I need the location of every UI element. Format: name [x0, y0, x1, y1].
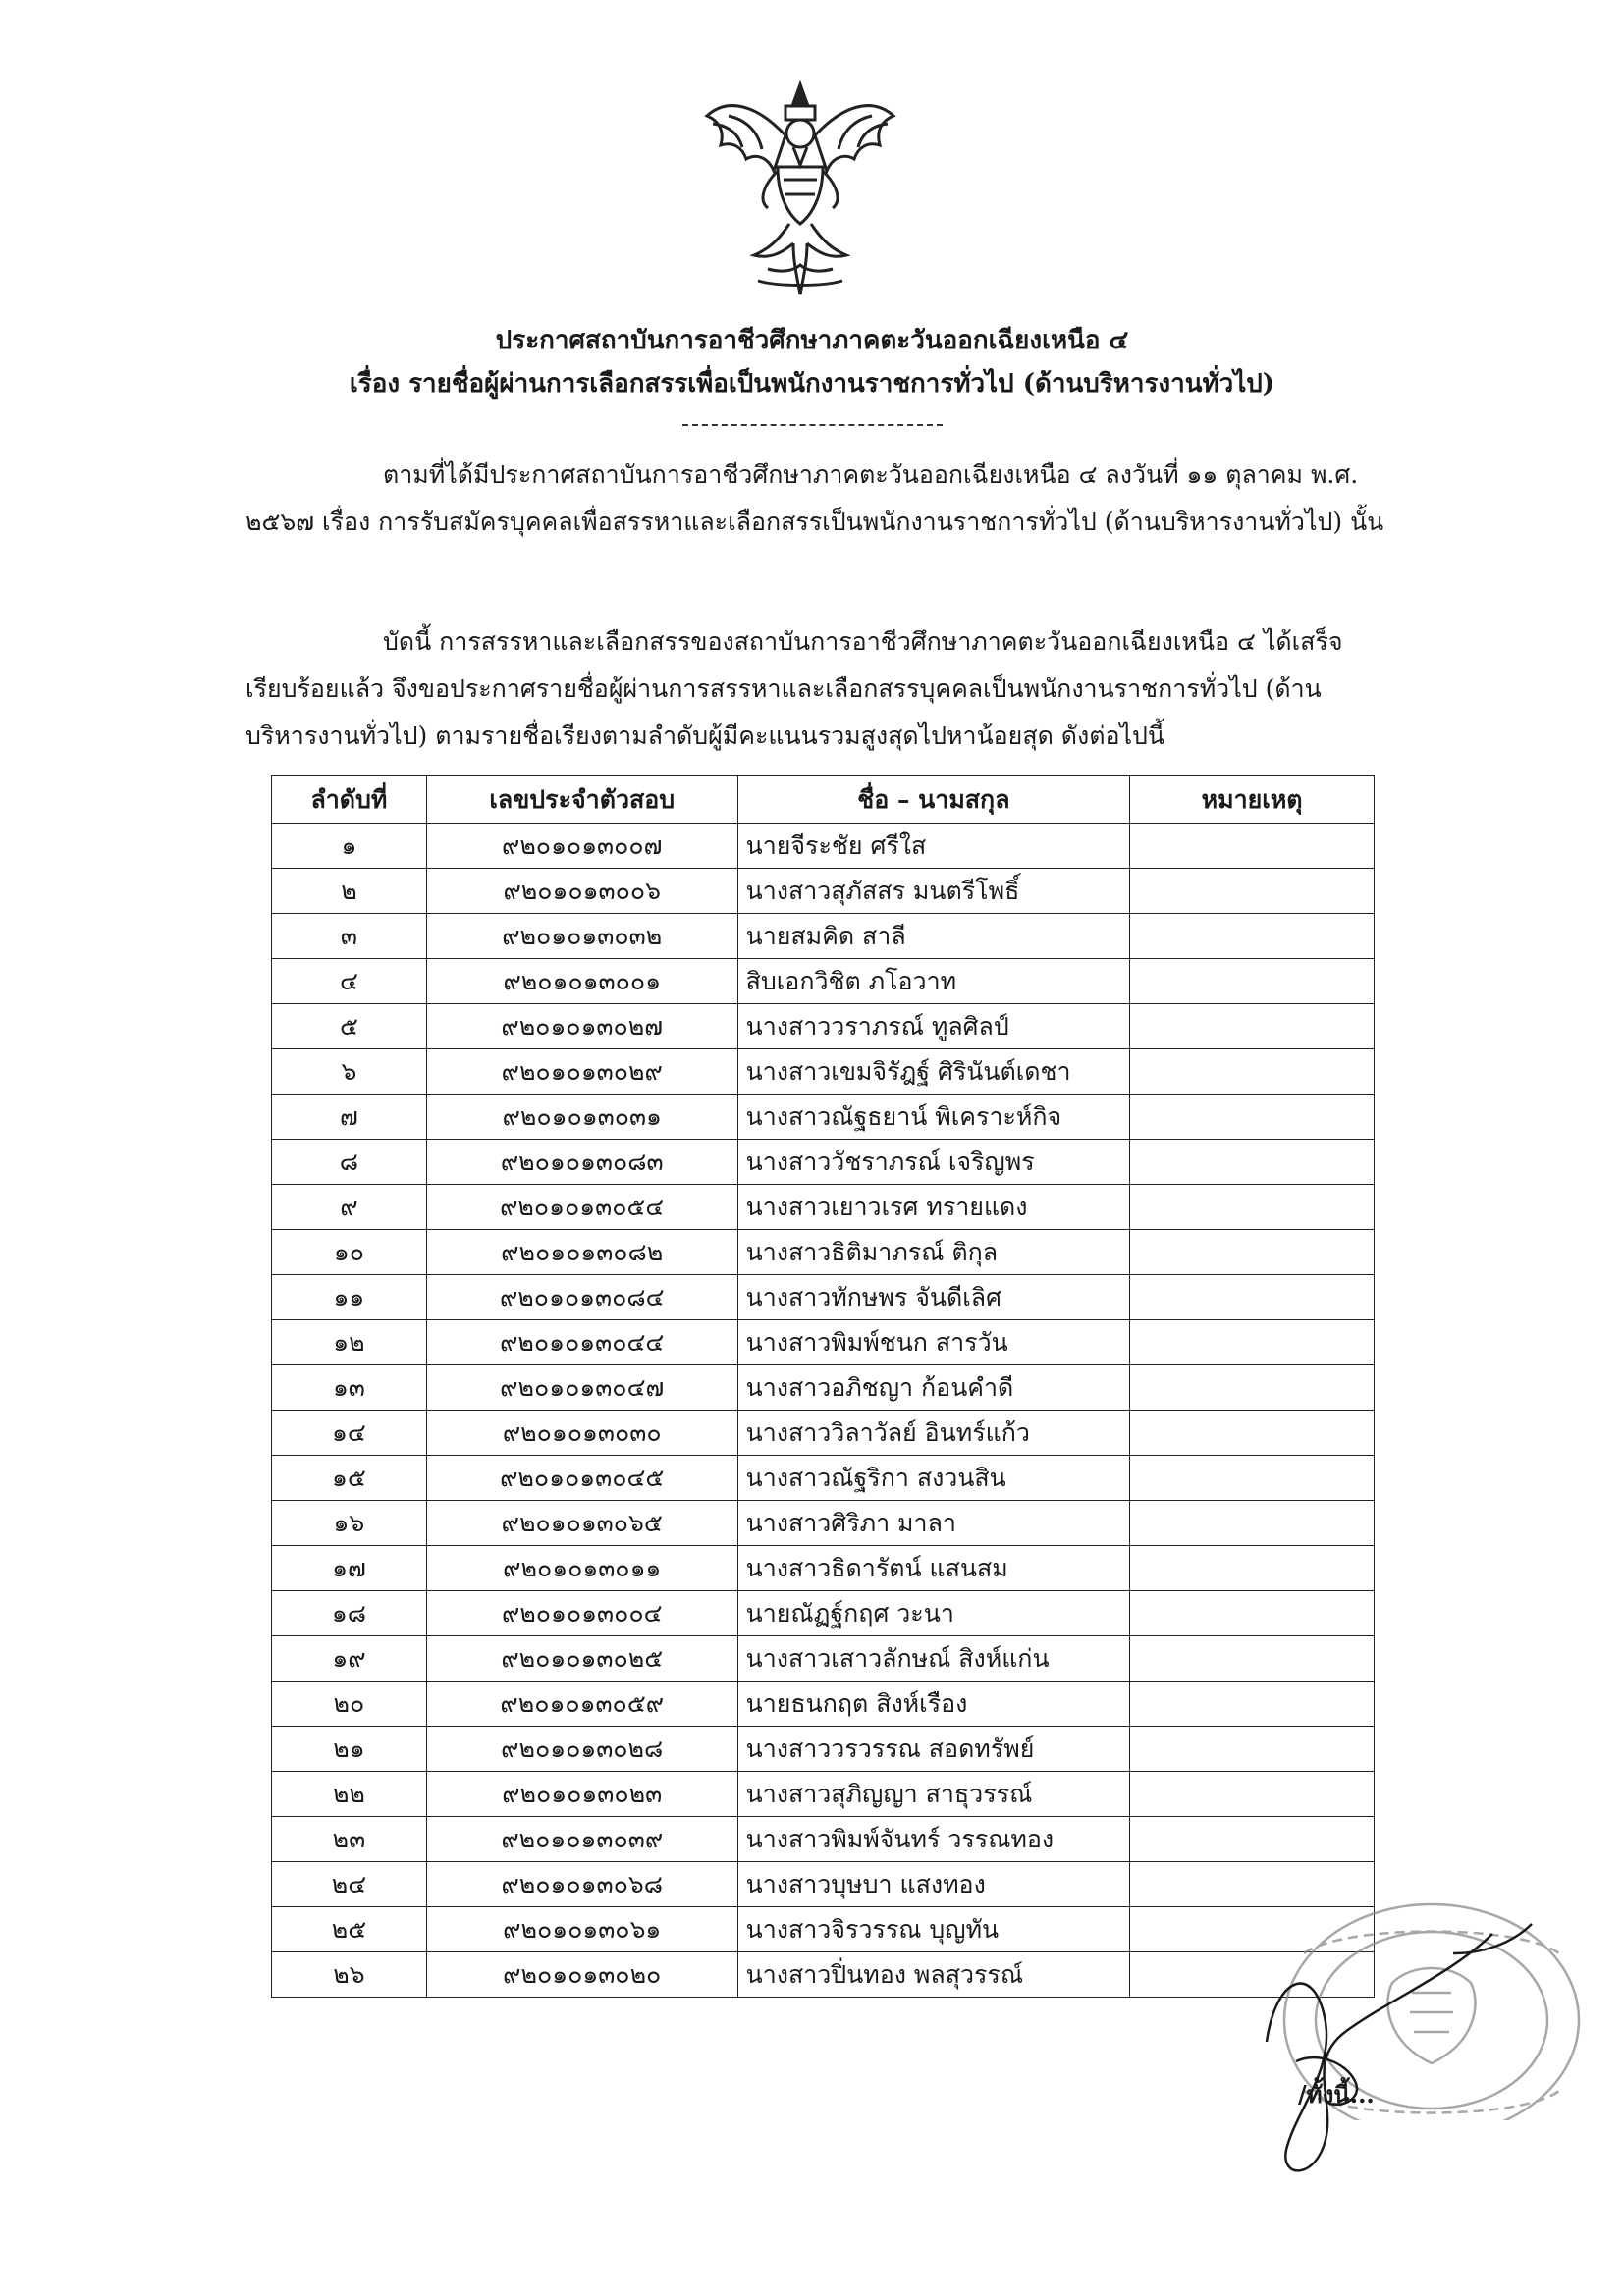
row-order: ๒๕: [272, 1907, 427, 1952]
row-full-name: นางสาวณัฐริกา สงวนสิน: [737, 1456, 1130, 1501]
row-exam-id: ๙๒๐๑๐๑๓๐๐๖: [426, 869, 737, 914]
row-full-name: นางสาวธิดารัตน์ แสนสม: [737, 1546, 1130, 1591]
announcement-subject: เรื่อง รายชื่อผู้ผ่านการเลือกสรรเพื่อเป็นพนักงานราชการทั่วไป (ด้านบริหารงานทั่วไป): [349, 369, 1275, 399]
row-full-name: นางสาวบุษบา แสงทอง: [737, 1862, 1130, 1907]
row-remarks: [1130, 1140, 1375, 1185]
row-remarks: [1130, 959, 1375, 1004]
row-order: ๘: [272, 1140, 427, 1185]
row-remarks: [1130, 1501, 1375, 1546]
row-full-name: นางสาววรวรรณ สอดทรัพย์: [737, 1727, 1130, 1772]
row-remarks: [1130, 914, 1375, 959]
table-row: [272, 1817, 1375, 1862]
table-row: [272, 1140, 1375, 1185]
row-exam-id: ๙๒๐๑๐๑๓๐๒๙: [426, 1049, 737, 1095]
table-row: [272, 1095, 1375, 1140]
row-remarks: [1130, 1727, 1375, 1772]
row-order: ๑๘: [272, 1591, 427, 1636]
row-order: ๒๑: [272, 1727, 427, 1772]
row-order: ๒๖: [272, 1952, 427, 1998]
row-order: ๒: [272, 869, 427, 914]
table-row: [272, 1682, 1375, 1727]
row-order: ๑๐: [272, 1230, 427, 1275]
table-row: [272, 1230, 1375, 1275]
row-remarks: [1130, 1320, 1375, 1365]
row-full-name: นางสาวจิรวรรณ บุญทัน: [737, 1907, 1130, 1952]
table-row: [272, 959, 1375, 1004]
row-remarks: [1130, 1275, 1375, 1320]
row-remarks: [1130, 1591, 1375, 1636]
table-header-row: [272, 776, 1375, 824]
row-remarks: [1130, 1456, 1375, 1501]
table-row: [272, 1411, 1375, 1456]
row-exam-id: ๙๒๐๑๐๑๓๐๒๗: [426, 1004, 737, 1049]
row-remarks: [1130, 1636, 1375, 1682]
row-order: ๔: [272, 959, 427, 1004]
header-full-name: ชื่อ – นามสกุล: [737, 776, 1130, 824]
table-row: [272, 1546, 1375, 1591]
table-row: [272, 914, 1375, 959]
row-order: ๙: [272, 1185, 427, 1230]
row-order: ๑๒: [272, 1320, 427, 1365]
header-remarks: หมายเหตุ: [1130, 776, 1375, 824]
row-exam-id: ๙๒๐๑๐๑๓๐๓๑: [426, 1095, 737, 1140]
row-exam-id: ๙๒๐๑๐๑๓๐๒๘: [426, 1727, 737, 1772]
row-full-name: นางสาวปิ่นทอง พลสุวรรณ์: [737, 1952, 1130, 1998]
row-full-name: นางสาวณัฐธยาน์ พิเคราะห์กิจ: [737, 1095, 1130, 1140]
row-exam-id: ๙๒๐๑๐๑๓๐๒๐: [426, 1952, 737, 1998]
row-exam-id: ๙๒๐๑๐๑๓๐๓๒: [426, 914, 737, 959]
continuation-marker: /ทั้งนี้...: [1298, 2080, 1375, 2109]
row-full-name: นางสาววิลาวัลย์ อินทร์แก้ว: [737, 1411, 1130, 1456]
row-full-name: นายธนกฤต สิงห์เรือง: [737, 1682, 1130, 1727]
row-full-name: นางสาวสุภัสสร มนตรีโพธิ์: [737, 869, 1130, 914]
row-full-name: นางสาวเยาวเรศ ทรายแดง: [737, 1185, 1130, 1230]
row-remarks: [1130, 1004, 1375, 1049]
row-full-name: นางสาววราภรณ์ ทูลศิลป์: [737, 1004, 1130, 1049]
row-exam-id: ๙๒๐๑๐๑๓๐๘๓: [426, 1140, 737, 1185]
row-full-name: นางสาวทักษพร จันดีเลิศ: [737, 1275, 1130, 1320]
row-exam-id: ๙๒๐๑๐๑๓๐๒๕: [426, 1636, 737, 1682]
row-exam-id: ๙๒๐๑๐๑๓๐๒๓: [426, 1772, 737, 1817]
table-row: [272, 1275, 1375, 1320]
row-order: ๖: [272, 1049, 427, 1095]
announcement-title: ประกาศสถาบันการอาชีวศึกษาภาคตะวันออกเฉียงเหนือ ๔: [495, 326, 1129, 355]
table-row: [272, 1862, 1375, 1907]
row-exam-id: ๙๒๐๑๐๑๓๐๓๙: [426, 1817, 737, 1862]
table-row: [272, 1907, 1375, 1952]
row-exam-id: ๙๒๐๑๐๑๓๐๔๔: [426, 1320, 737, 1365]
row-order: ๒๔: [272, 1862, 427, 1907]
announcement-paragraph: บัดนี้ การสรรหาและเลือกสรรของสถาบันการอาชีวศึกษาภาคตะวันออกเฉียงเหนือ ๔ ได้เสร็จเรียบร้อยแล้ว จึงขอประกาศรายชื่อผู้ผ่านการสรรหาและเลือกสรรบุคคลเป็นพนักงานราชการทั่วไป (ด้านบริหารงานทั่วไป) ตามรายชื่อเรียงตามลำดับผู้มีคะแนนรวมสูงสุดไปหาน้อยสุด ดังต่อไปนี้: [245, 627, 1343, 750]
row-order: ๓: [272, 914, 427, 959]
row-remarks: [1130, 1095, 1375, 1140]
table-row: [272, 824, 1375, 869]
row-order: ๕: [272, 1004, 427, 1049]
intro-paragraph: ตามที่ได้มีประกาศสถาบันการอาชีวศึกษาภาคตะวันออกเฉียงเหนือ ๔ ลงวันที่ ๑๑ ตุลาคม พ.ศ. ๒๕๖๗ เรื่อง การรับสมัครบุคคลเพื่อสรรหาและเลือกสรรเป็นพนักงานราชการทั่วไป (ด้านบริหารงานทั่วไป) นั้น: [245, 460, 1384, 536]
table-row: [272, 869, 1375, 914]
row-exam-id: ๙๒๐๑๐๑๓๐๐๑: [426, 959, 737, 1004]
row-full-name: นางสาวพิมพ์ชนก สารวัน: [737, 1320, 1130, 1365]
row-full-name: นางสาวพิมพ์จันทร์ วรรณทอง: [737, 1817, 1130, 1862]
row-exam-id: ๙๒๐๑๐๑๓๐๖๑: [426, 1907, 737, 1952]
row-full-name: สิบเอกวิชิต ภโอวาท: [737, 959, 1130, 1004]
row-remarks: [1130, 1230, 1375, 1275]
row-exam-id: ๙๒๐๑๐๑๓๐๑๑: [426, 1546, 737, 1591]
row-exam-id: ๙๒๐๑๐๑๓๐๘๔: [426, 1275, 737, 1320]
row-order: ๑๑: [272, 1275, 427, 1320]
row-exam-id: ๙๒๐๑๐๑๓๐๖๘: [426, 1862, 737, 1907]
row-remarks: [1130, 1772, 1375, 1817]
row-exam-id: ๙๒๐๑๐๑๓๐๕๔: [426, 1185, 737, 1230]
row-order: ๗: [272, 1095, 427, 1140]
row-order: ๑๗: [272, 1546, 427, 1591]
row-full-name: นางสาวอภิชญา ก้อนคำดี: [737, 1365, 1130, 1411]
row-order: ๒๓: [272, 1817, 427, 1862]
header-order: ลำดับที่: [272, 776, 427, 824]
row-order: ๑: [272, 824, 427, 869]
table-row: [272, 1772, 1375, 1817]
row-remarks: [1130, 824, 1375, 869]
row-exam-id: ๙๒๐๑๐๑๓๐๕๙: [426, 1682, 737, 1727]
row-full-name: นางสาวเสาวลักษณ์ สิงห์แก่น: [737, 1636, 1130, 1682]
row-exam-id: ๙๒๐๑๐๑๓๐๘๒: [426, 1230, 737, 1275]
row-order: ๑๓: [272, 1365, 427, 1411]
results-table: [271, 775, 1375, 1998]
row-full-name: นายสมคิด สาลี: [737, 914, 1130, 959]
title-divider: [682, 424, 943, 426]
row-remarks: [1130, 1682, 1375, 1727]
row-remarks: [1130, 1546, 1375, 1591]
row-remarks: [1130, 869, 1375, 914]
row-full-name: นางสาวธิติมาภรณ์ ติกุล: [737, 1230, 1130, 1275]
row-full-name: นายจีระชัย ศรีใส: [737, 824, 1130, 869]
row-remarks: [1130, 1049, 1375, 1095]
table-row: [272, 1004, 1375, 1049]
garuda-emblem-icon: [699, 77, 901, 302]
row-remarks: [1130, 1185, 1375, 1230]
signature-icon: [1257, 1914, 1571, 2189]
header-exam-id: เลขประจำตัวสอบ: [426, 776, 737, 824]
row-full-name: นางสาวเขมจิรัฎฐ์ ศิรินันต์เดชา: [737, 1049, 1130, 1095]
table-row: [272, 1185, 1375, 1230]
row-full-name: นายณัฏฐ์กฤศ วะนา: [737, 1591, 1130, 1636]
row-remarks: [1130, 1365, 1375, 1411]
row-exam-id: ๙๒๐๑๐๑๓๐๐๔: [426, 1591, 737, 1636]
table-row: [272, 1636, 1375, 1682]
row-remarks: [1130, 1411, 1375, 1456]
row-full-name: นางสาววัชราภรณ์ เจริญพร: [737, 1140, 1130, 1185]
row-exam-id: ๙๒๐๑๐๑๓๐๓๐: [426, 1411, 737, 1456]
table-row: [272, 1049, 1375, 1095]
row-order: ๑๙: [272, 1636, 427, 1682]
row-exam-id: ๙๒๐๑๐๑๓๐๖๕: [426, 1501, 737, 1546]
table-row: [272, 1727, 1375, 1772]
row-order: ๒๐: [272, 1682, 427, 1727]
table-row: [272, 1591, 1375, 1636]
row-full-name: นางสาวสุภิญญา สาธุวรรณ์: [737, 1772, 1130, 1817]
row-order: ๑๕: [272, 1456, 427, 1501]
row-remarks: [1130, 1817, 1375, 1862]
row-order: ๒๒: [272, 1772, 427, 1817]
row-order: ๑๔: [272, 1411, 427, 1456]
row-order: ๑๖: [272, 1501, 427, 1546]
row-exam-id: ๙๒๐๑๐๑๓๐๔๕: [426, 1456, 737, 1501]
table-row: [272, 1320, 1375, 1365]
table-row: [272, 1456, 1375, 1501]
row-full-name: นางสาวศิริภา มาลา: [737, 1501, 1130, 1546]
table-row: [272, 1501, 1375, 1546]
table-row: [272, 1952, 1375, 1998]
table-row: [272, 1365, 1375, 1411]
row-exam-id: ๙๒๐๑๐๑๓๐๐๗: [426, 824, 737, 869]
row-exam-id: ๙๒๐๑๐๑๓๐๔๗: [426, 1365, 737, 1411]
